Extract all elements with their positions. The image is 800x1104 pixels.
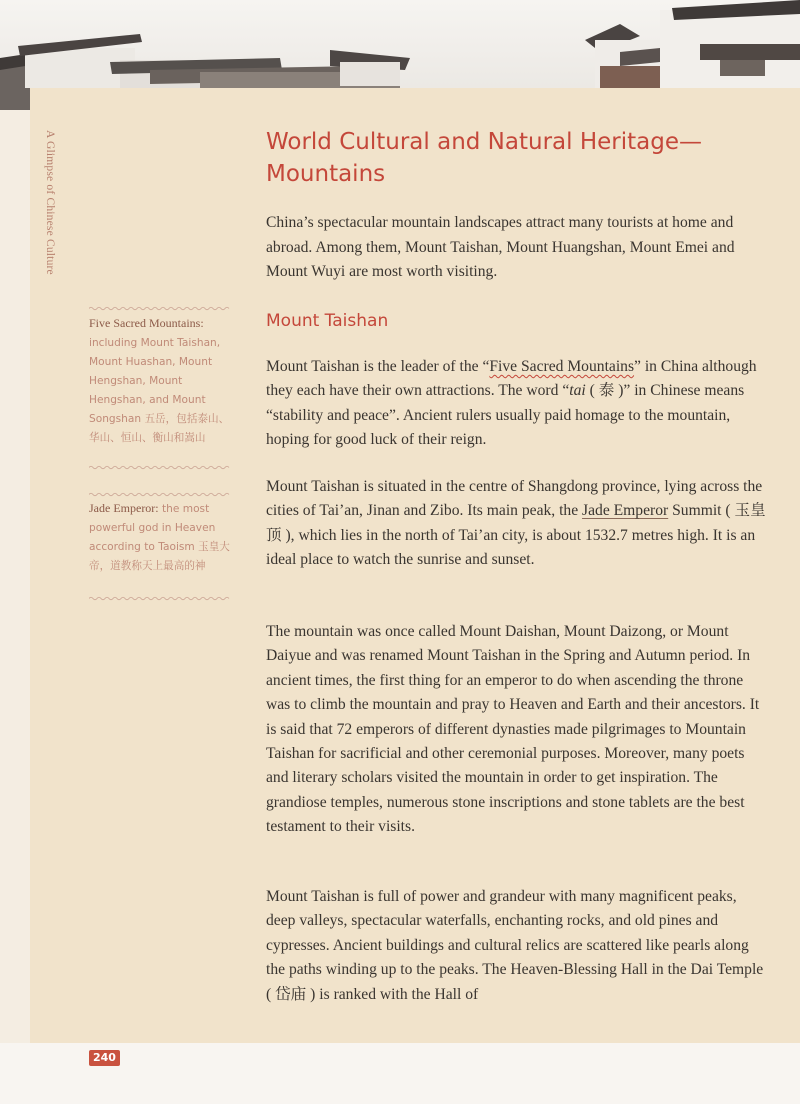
- note-body: including Mount Taishan, Mount Huashan, Mount Hengshan, Mount Hengshan, and Mount Songshan 五岳，包括泰山、华山、恒山、衡山和嵩山: [89, 337, 230, 444]
- note-heading: Jade Emperor:: [89, 501, 159, 515]
- note-divider: [89, 492, 231, 497]
- text-run: Mount Taishan is the leader of the “: [266, 358, 490, 375]
- note-divider: [89, 465, 231, 470]
- glossary-term-five-sacred-mountains: Five Sacred Mountains: [489, 358, 635, 375]
- body-paragraph: [266, 475, 766, 573]
- note-divider: [89, 306, 231, 311]
- section-heading: Mount Taishan: [266, 311, 389, 331]
- body-paragraph: [266, 355, 766, 453]
- glossary-term-jade-emperor: Jade Emperor: [582, 502, 669, 520]
- text-run: ( 泰 )” in Chinese means “stability and peace”. Ancient rulers usually paid homage to the mountain, hoping for good luck of their reign.: [266, 382, 745, 449]
- pinyin-term: tai: [569, 382, 586, 400]
- text-run: Mount Taishan is situated in the centre of Shangdong province, lying across the cities of Tai’an, Jinan and Zibo. Its main peak, the: [266, 478, 763, 520]
- body-paragraph: The mountain was once called Mount Daishan, Mount Daizong, or Mount Daiyue and was renamed Mount Taishan in the Spring and Autumn period. In ancient times, the first thing for an emperor to do when ascending the throne was to climb the mountain and pray to Heaven and Earth and their ancestors. It is said that 72 emperors of different dynasties made pilgrimages to Mountain Taishan for sacrificial and other ceremonial purposes. Moreover, many poets and literary scholars visited the mountain in order to get inspiration. The grandiose temples, numerous stone inscriptions and stone tablets are the best testament to their visits.: [266, 623, 760, 836]
- side-note-five-sacred-mountains: [89, 314, 231, 448]
- chapter-side-tab: A Glimpse of Chinese Culture: [44, 130, 56, 275]
- page-number-badge: 240: [89, 1050, 120, 1066]
- text-run: ” in China although they each have their own attractions. The word “: [266, 358, 757, 400]
- page-footer-area: [0, 1043, 800, 1104]
- note-heading: Five Sacred Mountains:: [89, 316, 204, 330]
- note-divider: [89, 596, 231, 601]
- page-title: World Cultural and Natural Heritage— Mountains: [266, 129, 702, 187]
- text-run: Summit ( 玉皇顶 ), which lies in the north of Tai’an city, is about 1532.7 metres high. It is an ideal place to watch the sunrise and sunset.: [266, 502, 766, 569]
- intro-paragraph: China’s spectacular mountain landscapes attract many tourists at home and abroad. Among them, Mount Taishan, Mount Huangshan, Mount Emei and Mount Wuyi are most worth visiting.: [266, 214, 735, 280]
- side-note-jade-emperor: [89, 499, 231, 576]
- body-paragraph: Mount Taishan is full of power and grandeur with many magnificent peaks, deep valleys, spectacular waterfalls, enchanting rocks, and old pines and cypresses. Ancient buildings and cultural relics are scattered like pearls along the paths winding up to the peaks. The Heaven-Blessing Hall in the Dai Temple ( 岱庙 ) is ranked with the Hall of: [266, 888, 764, 1003]
- note-body: the most powerful god in Heaven according to Taoism 玉皇大帝，道教称天上最高的神: [89, 503, 230, 572]
